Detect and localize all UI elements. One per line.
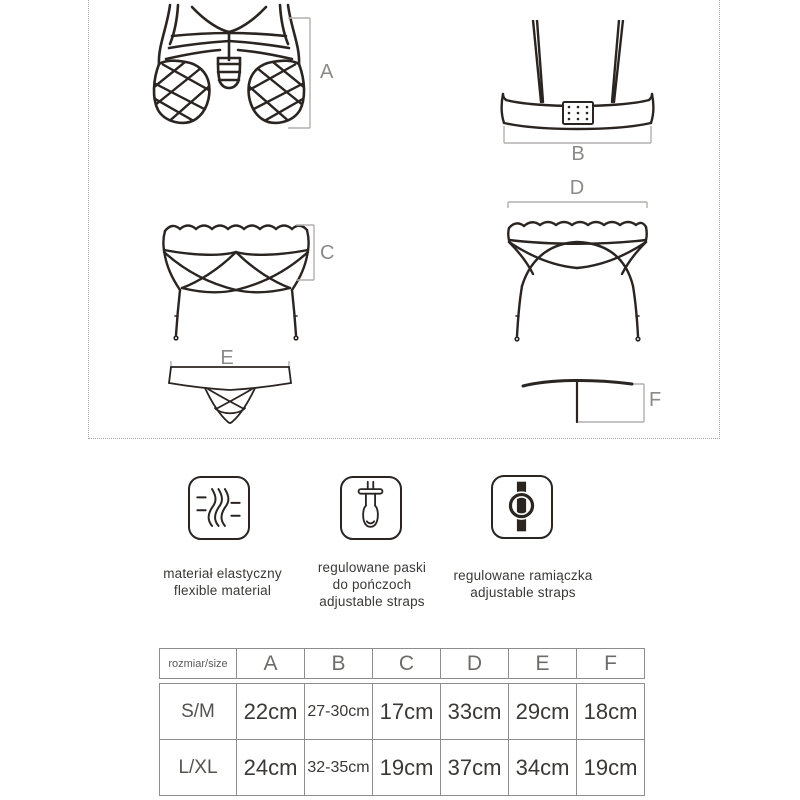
measure-label-c: C	[320, 242, 335, 264]
caption-line: adjustable straps	[319, 594, 425, 609]
panties-front-drawing	[163, 356, 298, 428]
caption-line: adjustable straps	[470, 585, 576, 600]
cell-sm-b: 27-30cm	[305, 684, 373, 740]
table-row	[160, 684, 645, 740]
measure-label-a: A	[320, 61, 334, 83]
feature-caption-adjustable-straps	[412, 567, 634, 601]
size-table-col-c: C	[373, 649, 441, 679]
table-row	[160, 740, 645, 796]
measure-label-e: E	[220, 347, 234, 369]
size-table-col-f: F	[577, 649, 645, 679]
size-table-col-d: D	[441, 649, 509, 679]
garter-belt-back-drawing	[505, 196, 650, 346]
size-table	[159, 648, 645, 796]
size-table-col-e: E	[509, 649, 577, 679]
caption-line: flexible material	[173, 583, 272, 598]
cell-lxl-e: 34cm	[509, 740, 577, 796]
cell-lxl-d: 37cm	[441, 740, 509, 796]
measure-label-b: B	[571, 143, 585, 165]
bra-back-drawing	[500, 20, 655, 150]
size-table-header	[159, 648, 645, 679]
cell-sm-f: 18cm	[577, 684, 645, 740]
cell-sm-d: 33cm	[441, 684, 509, 740]
garter-clip-icon	[340, 476, 402, 540]
measure-d-line	[508, 202, 647, 208]
measure-label-f: F	[649, 389, 662, 411]
cell-sm-e: 29cm	[509, 684, 577, 740]
cell-lxl-c: 19cm	[373, 740, 441, 796]
size-table-col-a: A	[237, 649, 305, 679]
caption-line: regulowane paski	[317, 560, 427, 575]
size-sm: S/M	[160, 684, 237, 740]
size-table-body	[159, 683, 645, 796]
caption-line: regulowane ramiączka	[453, 568, 593, 583]
size-table-header-label: rozmiar/size	[160, 649, 237, 679]
caption-line: do pończoch	[332, 577, 412, 592]
cell-lxl-f: 19cm	[577, 740, 645, 796]
cell-sm-a: 22cm	[237, 684, 305, 740]
garter-belt-front-drawing	[156, 216, 328, 346]
size-table-col-b: B	[305, 649, 373, 679]
elastic-material-icon	[188, 476, 250, 540]
measure-f-bracket	[577, 384, 644, 422]
strap-slider-icon	[491, 475, 553, 539]
panties-back-drawing	[515, 374, 665, 426]
bra-front-drawing	[148, 2, 318, 134]
size-lxl: L/XL	[160, 740, 237, 796]
cell-lxl-b: 32-35cm	[305, 740, 373, 796]
cell-sm-c: 17cm	[373, 684, 441, 740]
measure-label-d: D	[569, 177, 585, 199]
caption-line: materiał elastyczny	[163, 566, 282, 581]
cell-lxl-a: 24cm	[237, 740, 305, 796]
